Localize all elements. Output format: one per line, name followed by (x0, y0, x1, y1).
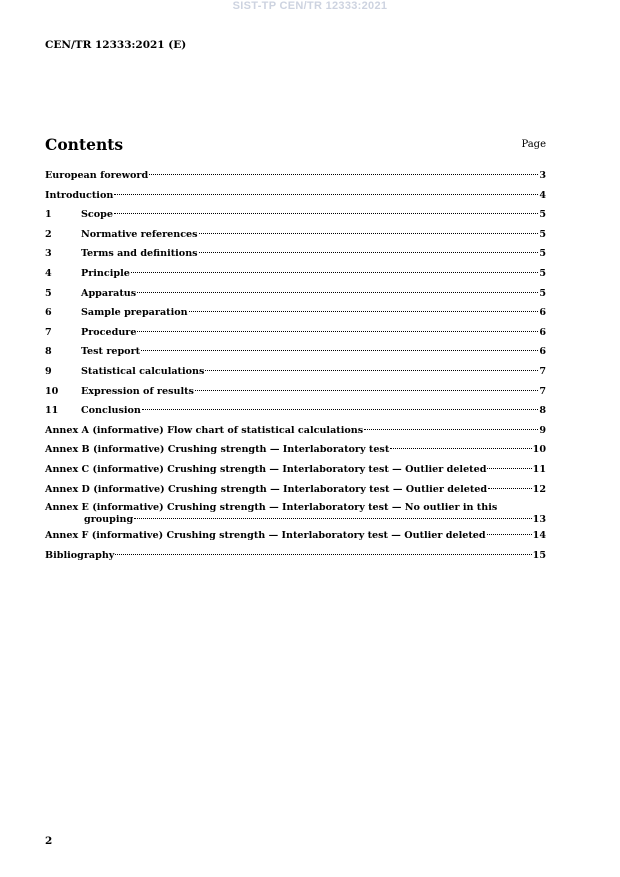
toc-entry-page: 5 (539, 287, 546, 299)
toc-entry-page: 7 (539, 365, 546, 377)
toc-leader-dots (487, 534, 532, 535)
toc-entry-page: 12 (532, 483, 546, 495)
toc-entry-page: 4 (539, 189, 546, 201)
toc-entry-title: Annex F (informative) Crushing strength — Interlaboratory test — Outlier deleted (45, 530, 486, 542)
toc-entry-title: European foreword (45, 170, 149, 181)
toc-leader-dots (137, 292, 538, 293)
toc-entry-title: Annex E (informative) Crushing strength — Interlaboratory test — No outlier in this (45, 502, 498, 514)
toc-leader-dots (114, 213, 538, 214)
toc-entry-title: Test report (81, 346, 141, 358)
toc-leader-dots (205, 370, 538, 371)
toc-entry-title: Statistical calculations (81, 365, 205, 377)
toc-entry-introduction[interactable] (45, 186, 546, 206)
toc-entry-number: 4 (45, 267, 52, 279)
toc-entry-annex-a[interactable] (45, 421, 546, 441)
toc-entry-number: 1 (45, 209, 52, 221)
toc-entry-expression-of-results[interactable] (45, 382, 546, 402)
toc-entry-number: 2 (45, 228, 52, 240)
toc-entry-page: 3 (539, 170, 546, 181)
toc-entry-number: 8 (45, 346, 52, 358)
toc-entry-normative-references[interactable] (45, 225, 546, 245)
toc-leader-dots (149, 174, 538, 175)
toc-entry-scope[interactable] (45, 205, 546, 225)
toc-entry-annex-f[interactable] (45, 526, 546, 546)
toc-leader-dots (390, 448, 531, 449)
toc-entry-page: 5 (539, 209, 546, 221)
toc-entry-number: 5 (45, 287, 52, 299)
toc-entry-test-report[interactable] (45, 342, 546, 362)
toc-entry-conclusion[interactable] (45, 401, 546, 421)
toc-entry-title: Conclusion (81, 405, 141, 417)
page-column-label: Page (521, 139, 546, 150)
toc-entry-page: 6 (539, 346, 546, 358)
toc-leader-dots (487, 468, 531, 469)
toc-entry-page: 5 (539, 267, 546, 279)
toc-leader-dots (114, 194, 538, 195)
toc-leader-dots (199, 233, 539, 234)
toc-entry-title: Bibliography (45, 549, 115, 561)
toc-entry-title: Annex C (informative) Crushing strength — Interlaboratory test — Outlier deleted (45, 463, 487, 475)
toc-leader-dots (199, 252, 539, 253)
toc-entry-title: Procedure (81, 326, 137, 338)
toc-entry-title-continuation: grouping (84, 514, 134, 526)
table-of-contents (45, 166, 546, 565)
toc-leader-dots (131, 272, 538, 273)
toc-entry-annex-c[interactable] (45, 460, 546, 480)
toc-entry-page: 5 (539, 228, 546, 240)
document-id: CEN/TR 12333:2021 (E) (45, 39, 187, 51)
toc-entry-annex-d[interactable] (45, 480, 546, 500)
contents-title: Contents (45, 135, 124, 154)
toc-leader-dots (141, 350, 538, 351)
toc-entry-annex-e[interactable] (45, 499, 546, 526)
toc-leader-dots (364, 429, 538, 430)
toc-entry-sample-preparation[interactable] (45, 303, 546, 323)
toc-leader-dots (137, 331, 538, 332)
toc-entry-title: Annex B (informative) Crushing strength — Interlaboratory test (45, 444, 390, 456)
watermark: SIST-TP CEN/TR 12333:2021 (232, 0, 388, 12)
toc-leader-dots (134, 518, 531, 519)
toc-entry-european-foreword[interactable] (45, 166, 546, 186)
toc-leader-dots (488, 488, 532, 489)
toc-entry-apparatus[interactable] (45, 284, 546, 304)
toc-leader-dots (142, 409, 538, 410)
toc-entry-page: 8 (539, 405, 546, 417)
toc-entry-number: 10 (45, 385, 59, 397)
toc-entry-page: 6 (539, 326, 546, 338)
toc-entry-page: 6 (539, 307, 546, 319)
toc-entry-bibliography[interactable] (45, 546, 546, 566)
toc-entry-title: Principle (81, 267, 130, 279)
toc-entry-page: 5 (539, 248, 546, 260)
toc-entry-page: 14 (532, 530, 546, 542)
toc-entry-number: 7 (45, 326, 52, 338)
footer-page-number: 2 (45, 835, 53, 847)
toc-entry-page: 10 (532, 444, 546, 456)
toc-leader-dots (195, 390, 538, 391)
toc-entry-title: Scope (81, 209, 113, 221)
toc-entry-statistical-calculations[interactable] (45, 362, 546, 382)
toc-entry-number: 9 (45, 365, 52, 377)
toc-entry-number: 11 (45, 405, 59, 417)
toc-entry-title: Annex A (informative) Flow chart of statistical calculations (45, 424, 364, 436)
toc-entry-title: Expression of results (81, 385, 194, 397)
toc-entry-number: 3 (45, 248, 52, 260)
toc-entry-terms-and-definitions[interactable] (45, 244, 546, 264)
toc-entry-page: 9 (539, 424, 546, 436)
toc-leader-dots (115, 554, 531, 555)
toc-entry-page: 13 (532, 514, 546, 526)
toc-entry-title: Apparatus (81, 287, 137, 299)
toc-entry-title: Terms and definitions (81, 248, 198, 260)
toc-entry-number: 6 (45, 307, 52, 319)
toc-leader-dots (189, 311, 539, 312)
toc-entry-title: Normative references (81, 228, 198, 240)
toc-entry-procedure[interactable] (45, 323, 546, 343)
toc-entry-principle[interactable] (45, 264, 546, 284)
toc-entry-title: Introduction (45, 189, 114, 201)
toc-entry-annex-b[interactable] (45, 440, 546, 460)
toc-entry-title: Annex D (informative) Crushing strength — Interlaboratory test — Outlier deleted (45, 483, 488, 495)
toc-entry-title: Sample preparation (81, 307, 188, 319)
toc-entry-page: 7 (539, 385, 546, 397)
toc-entry-page: 15 (532, 549, 546, 561)
toc-entry-page: 11 (532, 463, 546, 475)
